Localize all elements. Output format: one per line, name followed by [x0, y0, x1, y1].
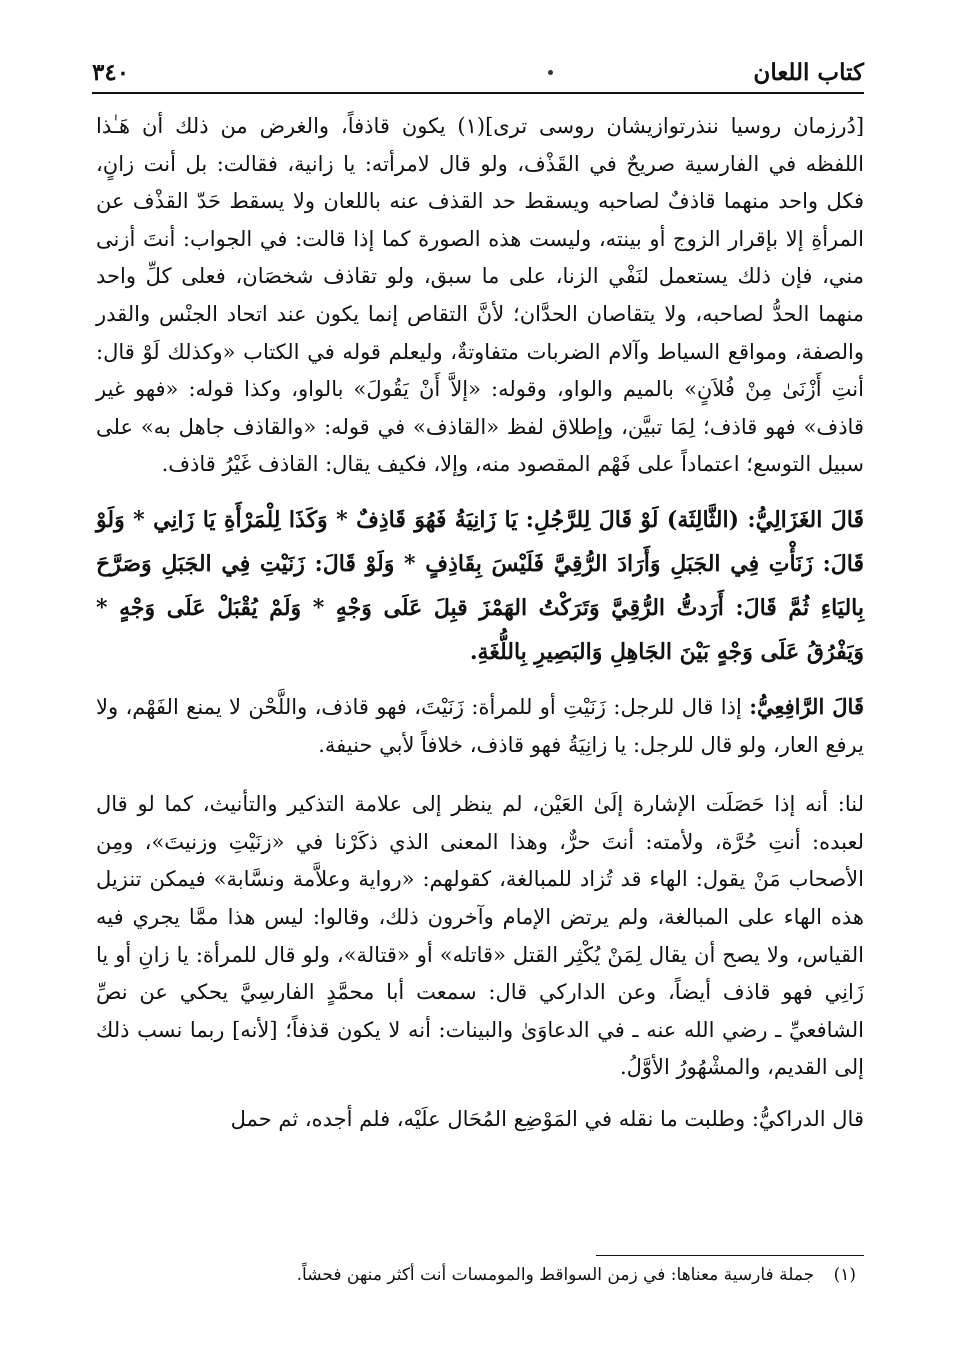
running-title: كتاب اللعان	[753, 59, 864, 86]
header-dot	[548, 70, 553, 75]
paragraph-lana: لنا: أنه إذا حَصَلَت الإشارة إلَىٰ العَيْن، لم ينظر إلى علامة التذكير والتأنيث، كما لو قال لعبده: أنتِ حُرَّة، ولأمته: أنتَ حرٌّ، وهذا المعنى الذي ذكَرْنا في «زنَيْتِ وزنيتَ»، ومِن الأصحاب مَنْ يقول: الهاء قد تُزاد للمبالغة، كقولهم: «رواية وعلاَّمة ونسَّابة» فيمكن تنزيل هذه الهاء على المبالغة، ولم يرتض الإمام وآخرون ذلك، وقالوا: ليس هذا ممَّا يجري فيه القياس، ولا يصح أن يقال لِمَنْ يُكْثِر القتل «قاتله» أو «قتالة»، ولو قال للمرأة: يا زانِ أو يا زَانِي فهو قاذف أيضاً، وعن الداركي قال: سمعت أبا محمَّدٍ الفارسِيَّ يحكي عن نصِّ الشافعيِّ ـ رضي الله عنه ـ في الدعاوَىٰ والبينات: أنه لا يكون قذفاً؛ [لأنه] ربما نسب ذلك إلى القديم، والمشْهُورُ الأوَّلُ.	[96, 792, 864, 1080]
header-rule	[92, 92, 864, 94]
rafii-text: إذا قال للرجل: زَنَيْتِ أو للمرأة: زَنَيْتَ، فهو قاذف، واللَّحْن لا يمنع الفَهْم، ولا يرفع العار، ولو قال للرجل: يا زانِيَةُ فهو قاذف، خلافاً لأبي حنيفة.	[96, 694, 864, 757]
ghazali-quote	[96, 498, 864, 674]
footnote-number: (١)	[833, 1265, 856, 1285]
rafii-label: قَالَ الرَّافِعِيُّ:	[749, 693, 864, 719]
paragraph-daraki: قال الدراكيُّ: وطلبت ما نقله في المَوْضِع المُحَال علَيْه، فلم أجده، ثم حمل	[230, 1106, 864, 1131]
page-number: ٣٤٠	[92, 59, 130, 86]
page-header	[92, 50, 864, 86]
footnote	[96, 1260, 856, 1290]
ghazali-text: (الثَّالِثَة) لَوْ قَالَ لِلرَّجُلِ: يَا زَانِيَةُ فَهُوَ قَاذِفٌ * وَكَذَا لِلْمَرْأَةِ يَا زَانِي * وَلَوْ قَالَ: زَنَأْتِ فِي الجَبَلِ وَأَرَادَ الرُّقِيَّ فَلَيْسَ بِقَاذِفٍ * وَلَوْ قَالَ: زَنَيْتِ فِي الجَبَلِ وَصَرَّحَ بِاليَاءِ ثُمَّ قَالَ: أَرَدتُّ الرُّقِيَّ وَتَرَكْتُ الهَمْزَ قبِلَ عَلَى وَجْهٍ * وَلَمْ يُقْبَلْ عَلَى وَجْهٍ * وَيَفْرُقُ عَلَى وَجْهٍ بَيْنَ الجَاهِلِ وَالبَصِيرِ بِاللُّغَةِ.	[96, 506, 864, 665]
paragraph-opening: [دُرزمان روسيا ننذرتوازيشان روسى ترى](١) يكون قاذفاً، والغرض من ذلك أن هَـٰذا اللفظه في الفارسية صريحٌ في القَذْف، ولو قال لامرأته: يا زانية، فقالت: بل أنت زانٍ، فكل واحد منهما قاذفٌ لصاحبه ويسقط حد القذف عنه باللعان ولا يسقط حَدّ القذْف عن المرأةِ إلا بإقرار الزوج أو بينته، وليست هذه الصورة كما إذا قالت: في الجواب: أنتَ أزنى مني، فإن ذلك يستعمل لنَفْي الزنا، على ما سبق، ولو تقاذف شخصَان، فعلى كلِّ واحد منهما الحدُّ لصاحبه، ولا يتقاصان الحدَّان؛ لأنَّ التقاص إنما يكون عند اتحاد الجنْس والقدر والصفة، ومواقع السياط وآلام الضربات متفاوتةٌ، وليعلم قوله في الكتاب «وكذلك لَوْ قال: أنتِ أَزْنَىٰ مِنْ فُلاَنٍ» بالميم والواو، وقوله: «إلاَّ أَنْ يَقُولَ» بالواو، وكذا قوله: «فهو غير قاذف» فهو قاذف؛ لِمَا تبيَّن، وإطلاق لفظ «القاذف» في قوله: «والقاذف جاهل به» على سبيل التوسع؛ اعتماداً على فَهْم المقصود منه، وإلا، فكيف يقال: القاذف غَيْرُ قاذف.	[96, 114, 865, 477]
footnote-rule	[596, 1255, 864, 1256]
rafii-commentary	[96, 688, 864, 764]
ghazali-label: قَالَ الغَزَالِيُّ:	[747, 506, 864, 533]
body-text	[96, 108, 864, 1138]
footnote-text: جملة فارسية معناها: في زمن السواقط والمومسات أنت أكثر منهن فحشاً.	[296, 1265, 815, 1285]
